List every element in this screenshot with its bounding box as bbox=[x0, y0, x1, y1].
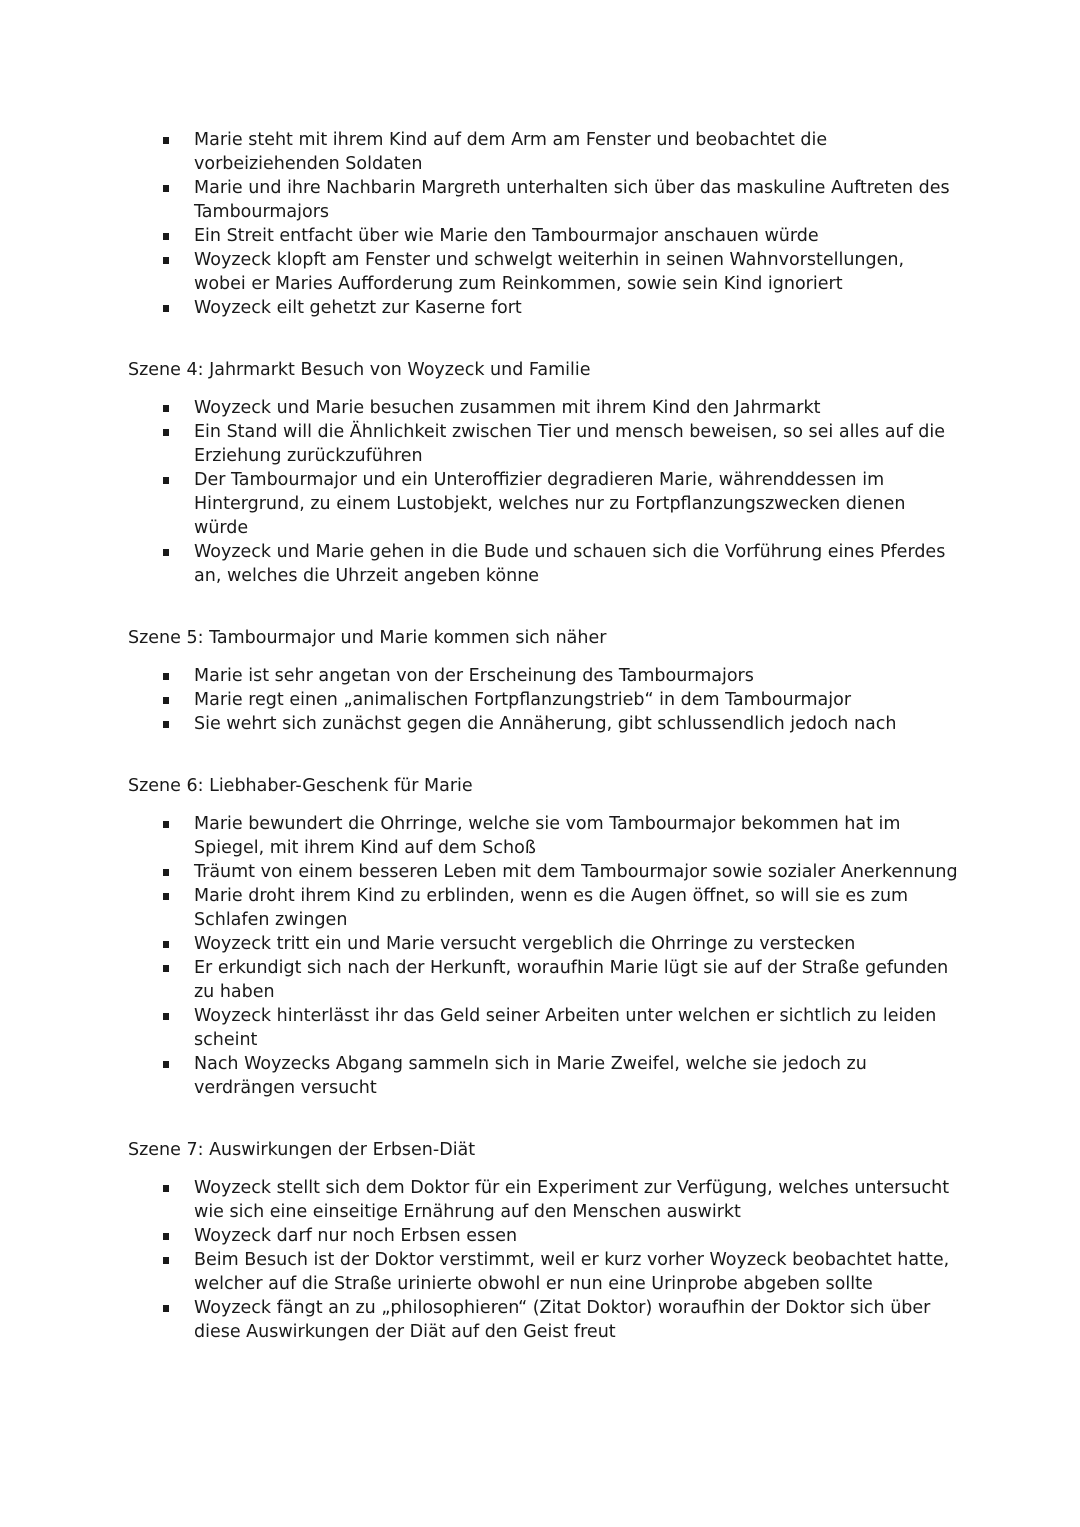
list-item bbox=[128, 1004, 958, 1052]
bullet-square-icon bbox=[163, 477, 169, 484]
bullet-square-icon bbox=[163, 1305, 169, 1312]
bullet-square-icon bbox=[163, 137, 169, 144]
list-item bbox=[128, 884, 958, 932]
scene-heading-7: Szene 7: Auswirkungen der Erbsen-Diät bbox=[128, 1140, 476, 1160]
scene-heading-6: Szene 6: Liebhaber-Geschenk für Marie bbox=[128, 776, 473, 796]
list-item-text: Woyzeck klopft am Fenster und schwelgt weiterhin in seinen Wahnvorstellungen, wobei er Maries Aufforderung zum Reinkommen, sowie sein Kind ignoriert bbox=[194, 250, 905, 294]
bullet-square-icon bbox=[163, 429, 169, 436]
bullet-square-icon bbox=[163, 941, 169, 948]
bullet-square-icon bbox=[163, 869, 169, 876]
intro-bullet-list bbox=[128, 128, 958, 320]
list-item-text: Woyzeck darf nur noch Erbsen essen bbox=[194, 1226, 518, 1246]
bullet-square-icon bbox=[163, 1061, 169, 1068]
bullet-square-icon bbox=[163, 721, 169, 728]
bullet-square-icon bbox=[163, 257, 169, 264]
bullet-square-icon bbox=[163, 305, 169, 312]
bullet-square-icon bbox=[163, 1233, 169, 1240]
bullet-square-icon bbox=[163, 893, 169, 900]
list-item bbox=[128, 1176, 958, 1224]
list-item bbox=[128, 812, 958, 860]
list-item bbox=[128, 468, 958, 540]
list-item-text: Der Tambourmajor und ein Unteroffizier degradieren Marie, währenddessen im Hintergrund, zu einem Lustobjekt, welches nur zu Fortpflanzungszwecken dienen würde bbox=[194, 470, 906, 538]
list-item-text: Woyzeck hinterlässt ihr das Geld seiner Arbeiten unter welchen er sichtlich zu leiden scheint bbox=[194, 1006, 937, 1050]
scene-6-bullet-list bbox=[128, 812, 958, 1100]
list-item-text: Er erkundigt sich nach der Herkunft, woraufhin Marie lügt sie auf der Straße gefunden zu haben bbox=[194, 958, 949, 1002]
list-item-text: Woyzeck und Marie besuchen zusammen mit ihrem Kind den Jahrmarkt bbox=[194, 398, 821, 418]
list-item-text: Marie bewundert die Ohrringe, welche sie vom Tambourmajor bekommen hat im Spiegel, mit ihrem Kind auf dem Schoß bbox=[194, 814, 901, 858]
scene-4-bullet-list bbox=[128, 396, 958, 588]
list-item-text: Marie regt einen „animalischen Fortpflanzungstrieb“ in dem Tambourmajor bbox=[194, 690, 852, 710]
list-item-text: Woyzeck stellt sich dem Doktor für ein Experiment zur Verfügung, welches untersucht wie sich eine einseitige Ernährung auf den Menschen auswirkt bbox=[194, 1178, 950, 1222]
list-item bbox=[128, 248, 958, 296]
list-item-text: Woyzeck tritt ein und Marie versucht vergeblich die Ohrringe zu verstecken bbox=[194, 934, 856, 954]
list-item bbox=[128, 1052, 958, 1100]
list-item-text: Marie und ihre Nachbarin Margreth unterhalten sich über das maskuline Auftreten des Tambourmajors bbox=[194, 178, 950, 222]
list-item-text: Woyzeck fängt an zu „philosophieren“ (Zitat Doktor) woraufhin der Doktor sich über diese Auswirkungen der Diät auf den Geist freut bbox=[194, 1298, 931, 1342]
bullet-square-icon bbox=[163, 697, 169, 704]
scene-5-bullet-list bbox=[128, 664, 958, 736]
list-item bbox=[128, 1248, 958, 1296]
list-item-text: Ein Stand will die Ähnlichkeit zwischen Tier und mensch beweisen, so sei alles auf die Erziehung zurückzuführen bbox=[194, 422, 946, 466]
list-item bbox=[128, 688, 958, 712]
document-content bbox=[128, 128, 958, 1344]
bullet-square-icon bbox=[163, 185, 169, 192]
list-item bbox=[128, 1296, 958, 1344]
scene-heading-4: Szene 4: Jahrmarkt Besuch von Woyzeck und Familie bbox=[128, 360, 591, 380]
list-item-text: Marie ist sehr angetan von der Erscheinung des Tambourmajors bbox=[194, 666, 754, 686]
bullet-square-icon bbox=[163, 821, 169, 828]
bullet-square-icon bbox=[163, 233, 169, 240]
list-item bbox=[128, 664, 958, 688]
bullet-square-icon bbox=[163, 549, 169, 556]
list-item bbox=[128, 712, 958, 736]
scene-heading-5: Szene 5: Tambourmajor und Marie kommen sich näher bbox=[128, 628, 607, 648]
list-item-text: Träumt von einem besseren Leben mit dem Tambourmajor sowie sozialer Anerkennung bbox=[194, 862, 958, 882]
list-item bbox=[128, 1224, 958, 1248]
bullet-square-icon bbox=[163, 965, 169, 972]
list-item bbox=[128, 420, 958, 468]
list-item bbox=[128, 860, 958, 884]
list-item bbox=[128, 956, 958, 1004]
list-item-text: Nach Woyzecks Abgang sammeln sich in Marie Zweifel, welche sie jedoch zu verdrängen versucht bbox=[194, 1054, 867, 1098]
list-item bbox=[128, 296, 958, 320]
list-item bbox=[128, 396, 958, 420]
list-item bbox=[128, 540, 958, 588]
bullet-square-icon bbox=[163, 405, 169, 412]
bullet-square-icon bbox=[163, 1013, 169, 1020]
list-item bbox=[128, 128, 958, 176]
bullet-square-icon bbox=[163, 673, 169, 680]
list-item-text: Sie wehrt sich zunächst gegen die Annäherung, gibt schlussendlich jedoch nach bbox=[194, 714, 897, 734]
list-item-text: Marie steht mit ihrem Kind auf dem Arm am Fenster und beobachtet die vorbeiziehenden Soldaten bbox=[194, 130, 828, 174]
list-item-text: Woyzeck und Marie gehen in die Bude und schauen sich die Vorführung eines Pferdes an, welches die Uhrzeit angeben könne bbox=[194, 542, 946, 586]
list-item bbox=[128, 176, 958, 224]
scene-7-bullet-list bbox=[128, 1176, 958, 1344]
list-item-text: Marie droht ihrem Kind zu erblinden, wenn es die Augen öffnet, so will sie es zum Schlafen zwingen bbox=[194, 886, 909, 930]
bullet-square-icon bbox=[163, 1185, 169, 1192]
list-item bbox=[128, 224, 958, 248]
list-item-text: Ein Streit entfacht über wie Marie den Tambourmajor anschauen würde bbox=[194, 226, 819, 246]
list-item-text: Woyzeck eilt gehetzt zur Kaserne fort bbox=[194, 298, 522, 318]
bullet-square-icon bbox=[163, 1257, 169, 1264]
list-item-text: Beim Besuch ist der Doktor verstimmt, weil er kurz vorher Woyzeck beobachtet hatte, welcher auf die Straße urinierte obwohl er nun eine Urinprobe abgeben sollte bbox=[194, 1250, 950, 1294]
list-item bbox=[128, 932, 958, 956]
